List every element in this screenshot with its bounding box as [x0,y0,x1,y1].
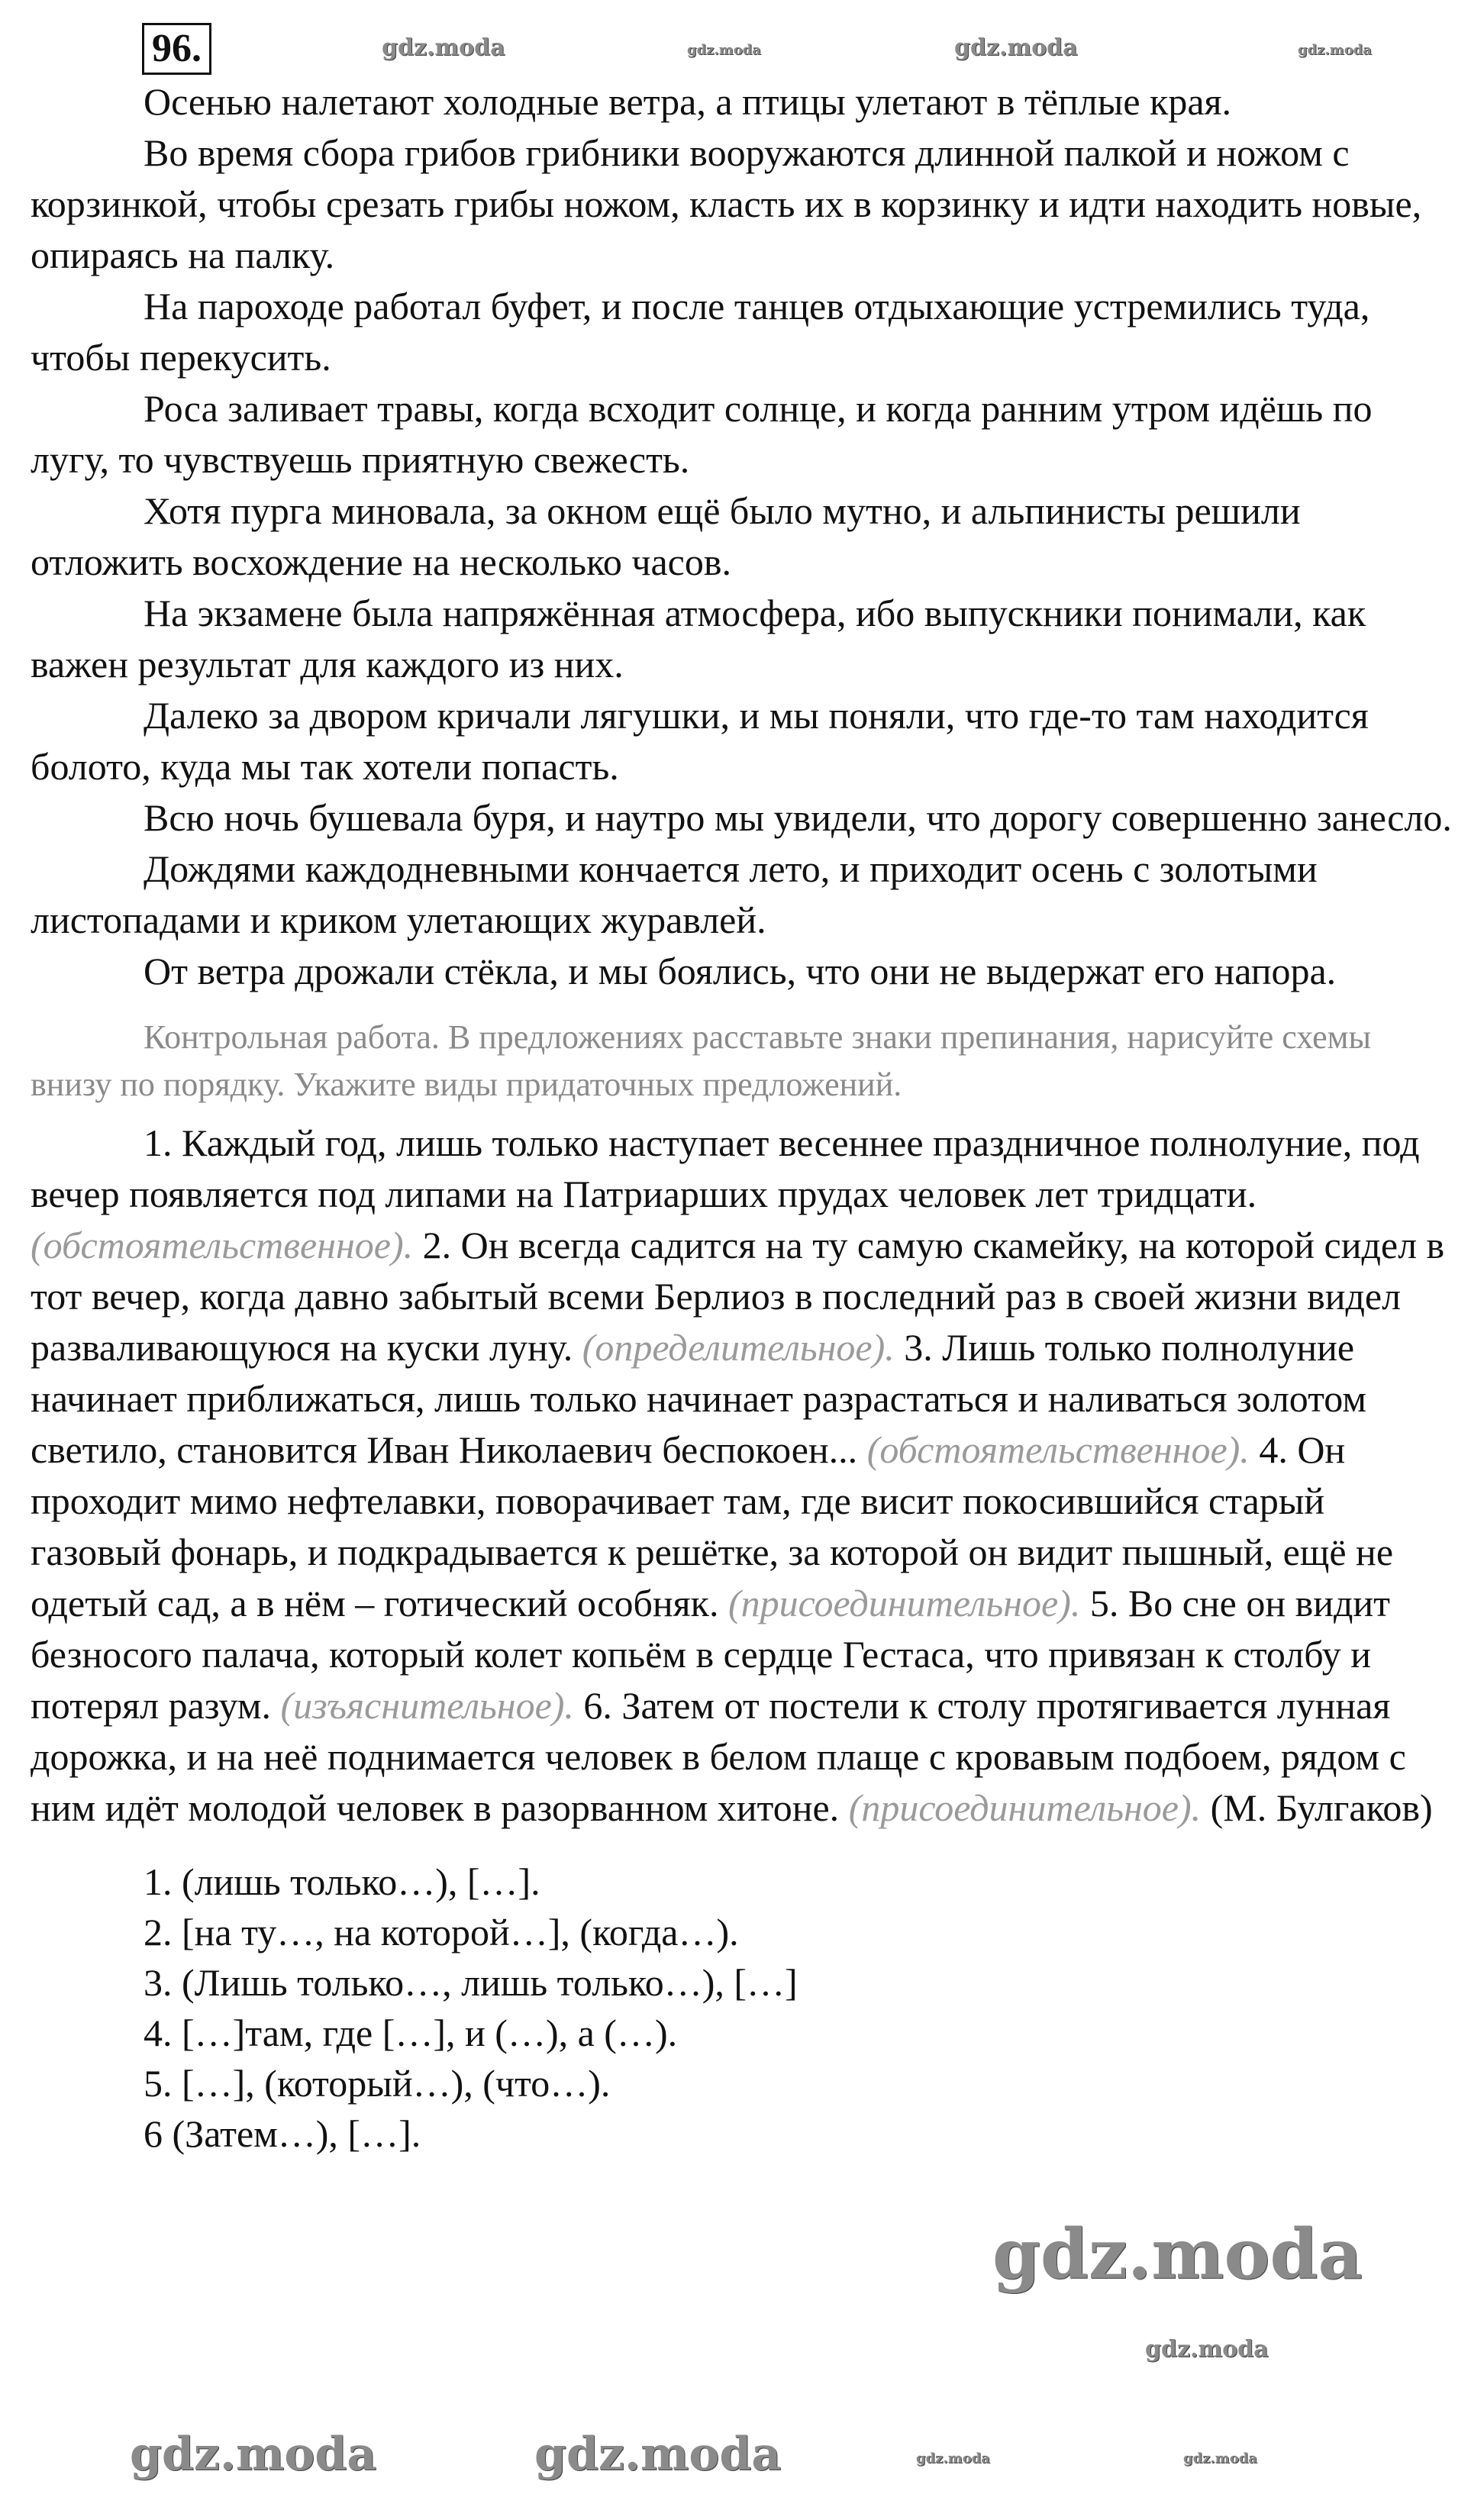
sentence-text: 3. Лишь только полнолуние начинает приближаться, лишь только начинает разрастаться и наливаться золотом светило, становится Иван Николаевич беспокоен... [31,1326,1366,1471]
watermark: gdz.moda [382,34,505,61]
paragraph: На экзамене была напряжённая атмосфера, ибо выпускники понимали, как важен результат для каждого из них. [31,592,1366,686]
sentence-text: 5. Во сне он видит безносого палача, который колет копьём в сердце Гестаса, что привязан к столбу и потерял разум. [31,1582,1391,1727]
clause-type-annotation: (присоединительное). [848,1786,1202,1829]
watermark: gdz.moda [1145,2336,1269,2363]
paragraph: На пароходе работал буфет, и после танцев отдыхающие устремились туда, чтобы перекусить. [31,285,1370,379]
watermark: gdz.moda [1298,42,1372,58]
scheme-item: 2. [на ту…, на которой…], (когда…). [144,1911,739,1953]
watermark: gdz.moda [954,34,1078,61]
sentence-text: 4. Он проходит мимо нефтелавки, поворачивает там, где висит покосившийся старый газовый фонарь, и подкрадывается к решётке, за которой он видит пышный, ещё не одетый сад, а в нём – готический особняк. [31,1428,1394,1624]
watermark: gdz.moda [1183,2450,1257,2466]
scheme-item: 3. (Лишь только…, лишь только…), […] [144,1961,798,2004]
clause-type-annotation: (присоединительное). [727,1582,1081,1624]
scheme-item: 4. […]там, где […], и (…), а (…). [144,2012,678,2054]
paragraph: Всю ночь бушевала буря, и наутро мы увидели, что дорогу совершенно занесло. [144,796,1452,839]
watermark: gdz.moda [992,2214,1363,2295]
clause-type-annotation: (изъяснительное). [280,1684,574,1727]
clause-type-annotation: (обстоятельственное). [31,1224,414,1266]
watermark: gdz.moda [130,2428,377,2481]
schemes-list [31,1857,907,2159]
sentence-text: (М. Булгаков) [1201,1786,1433,1829]
sentence-text: 1. Каждый год, лишь только наступает весеннее праздничное полнолуние, под вечер появляется под липами на Патриарших прудах человек лет тридцати. [31,1121,1420,1215]
scheme-item: 5. […], (который…), (что…). [144,2062,611,2105]
paragraph: Во время сбора грибов грибники вооружаются длинной палкой и ножом с корзинкой, чтобы срезать грибы ножом, класть их в корзинку и идти находить новые, опираясь на палку. [31,131,1422,276]
control-exercise-text [31,1118,1458,1834]
clause-type-annotation: (обстоятельственное). [866,1428,1250,1471]
paragraph: Осенью налетают холодные ветра, а птицы улетают в тёплые края. [144,80,1232,123]
exercise-number: 96. [142,23,211,75]
sentence-text: 2. Он всегда садится на ту самую скамейку, на которой сидел в тот вечер, когда давно забытый всеми Берлиоз в последний раз в своей жизни видел разваливающуюся на куски луну. [31,1224,1445,1369]
paragraph: От ветра дрожали стёкла, и мы боялись, что они не выдержат его напора. [144,950,1337,992]
paragraph: Хотя пурга миновала, за окном ещё было мутно, и альпинисты решили отложить восхождение на несколько часов. [31,489,1301,583]
watermark: gdz.moda [687,42,761,58]
watermark: gdz.moda [534,2428,782,2481]
scheme-item: 1. (лишь только…), […]. [144,1860,540,1903]
watermark: gdz.moda [916,2450,990,2466]
clause-type-annotation: (определительное). [582,1326,895,1369]
paragraph: Дождями каждодневными кончается лето, и приходит осень с золотыми листопадами и криком улетающих журавлей. [31,847,1318,941]
sentence-text: 6. Затем от постели к столу протягивается лунная дорожка, и на неё поднимается человек в белом плаще с кровавым подбоем, рядом с ним идёт молодой человек в разорванном хитоне. [31,1684,1406,1829]
paragraph: Роса заливает травы, когда всходит солнце, и когда ранним утром идёшь по лугу, то чувствуешь приятную свежесть. [31,387,1373,481]
paragraph: Далеко за двором кричали лягушки, и мы поняли, что где-то там находится болото, куда мы так хотели попасть. [31,694,1369,788]
scheme-item: 6 (Затем…), […]. [144,2112,421,2155]
exercise-body [31,76,1458,2159]
task-instruction: Контрольная работа. В предложениях расставьте знаки препинания, нарисуйте схемы внизу по порядку. Укажите виды придаточных предложений. [31,1018,1372,1103]
